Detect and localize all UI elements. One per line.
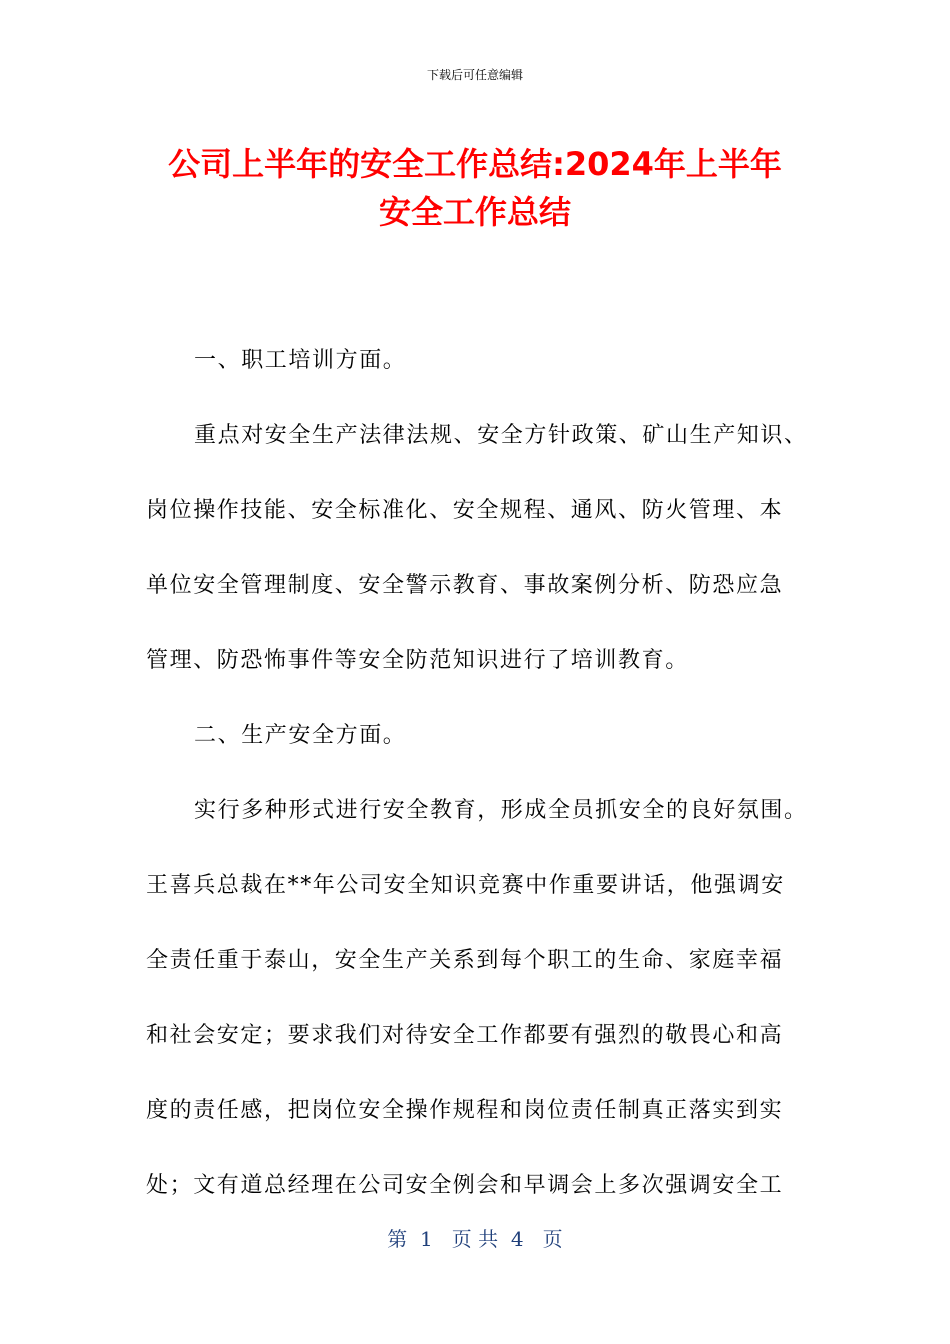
document-body: [146, 323, 810, 1223]
paragraph-line: 度的责任感，把岗位安全操作规程和岗位责任制真正落实到实: [146, 1098, 784, 1123]
paragraph-line: 王喜兵总裁在**年公司安全知识竞赛中作重要讲话，他强调安: [146, 873, 785, 898]
paragraph-line: 单位安全管理制度、安全警示教育、事故案例分析、防恐应急: [146, 573, 784, 598]
paragraph-line: 全责任重于泰山，安全生产关系到每个职工的生命、家庭幸福: [146, 948, 784, 973]
paragraph-line: 处；文有道总经理在公司安全例会和早调会上多次强调安全工: [146, 1173, 784, 1198]
document-title: [120, 140, 830, 236]
paragraph-line: 和社会安定；要求我们对待安全工作都要有强烈的敬畏心和高: [146, 1023, 784, 1048]
title-line-1: 公司上半年的安全工作总结:2024年上半年: [168, 145, 782, 183]
section-heading-production: 二、生产安全方面。: [194, 723, 407, 748]
paragraph-line: 实行多种形式进行安全教育，形成全员抓安全的良好氛围。: [194, 798, 808, 823]
paragraph-line: 岗位操作技能、安全标准化、安全规程、通风、防火管理、本: [146, 498, 784, 523]
paragraph-line: 重点对安全生产法律法规、安全方针政策、矿山生产知识、: [194, 423, 808, 448]
title-line-2: 安全工作总结: [378, 193, 571, 231]
header-note: 下载后可任意编辑: [426, 68, 523, 82]
page-number-footer: 第 1 页 共 4 页: [387, 1227, 563, 1251]
section-heading-training: 一、职工培训方面。: [194, 348, 407, 373]
paragraph-line: 管理、防恐怖事件等安全防范知识进行了培训教育。: [146, 648, 689, 673]
